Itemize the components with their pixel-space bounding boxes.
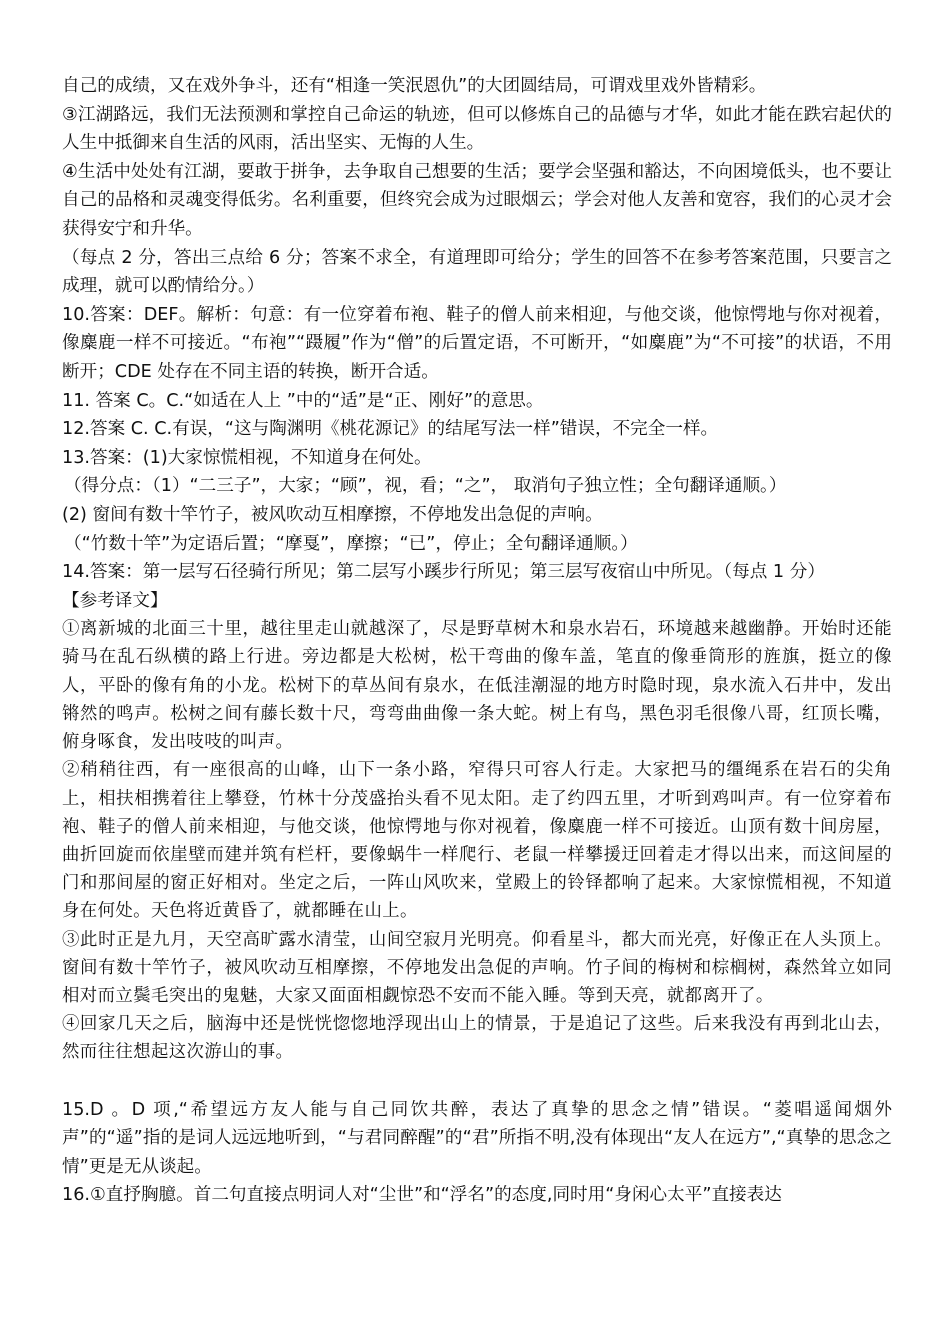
answer-13-part-1-scoring: （得分点：（1）“二三子”，大家；“顾”，视，看；“之”， 取消句子独立性；全句翻译通顺。）: [64, 476, 787, 497]
answer-9-continuation: 自己的成绩，又在戏外争斗，还有“相逢一笑泯恩仇”的大团圆结局，可谓戏里戏外皆精彩。: [62, 76, 767, 96]
answer-9-point-4: ④生活中处处有江湖，要敢于拼争，去争取自己想要的生活；要学会坚强和豁达，不向困境低头，也不要让自己的品格和灵魂变得低劣。名利重要，但终究会成为过眼烟云；学会对他人友善和宽容，我们的心灵才会获得安宁和升华。: [62, 161, 892, 239]
answer-16: 16.①直抒胸臆。首二句直接点明词人对“尘世”和“浮名”的态度,同时用“身闲心太平”直接表达: [62, 1185, 782, 1206]
translation-heading: 【参考译文】: [62, 590, 168, 611]
answer-14: 14.答案：第一层写石径骑行所见；第二层写小蹊步行所见；第三层写夜宿山中所见。（每点 1 分）: [62, 562, 825, 583]
translation-section: [62, 615, 892, 1066]
translation-paragraph-4: ④回家几天之后，脑海中还是恍恍惚惚地浮现出山上的情景，于是追记了这些。后来我没有再到北山去，然而往往想起这次游山的事。: [62, 1014, 892, 1063]
answer-9-scoring-note: （每点 2 分，答出三点给 6 分；答案不求全，有道理即可给分；学生的回答不在参考答案范围，只要言之成理，就可以酌情给分。）: [62, 247, 892, 297]
answer-11: 11. 答案 C。C.“如适在人上 ”中的“适”是“正、刚好”的意思。: [62, 390, 544, 411]
answer-13-part-2-scoring: （“竹数十竿”为定语后置；“摩戛”，摩擦；“已”，停止；全句翻译通顺。）: [64, 533, 638, 554]
answer-15: 15.D 。D 项,“希望远方友人能与自己同饮共醉，表达了真挚的思念之情”错误。“菱唱遥闻烟外声”的“遥”指的是词人远远地听到，“与君同醉醒”的“君”所指不明,没有体现出“友人在远方”,“真挚的思念之情”更是无从谈起。: [62, 1099, 892, 1177]
translation-paragraph-3: ③此时正是九月，天空高旷露水清莹，山间空寂月光明亮。仰看星斗，都大而光亮，好像正在人头顶上。窗间有数十竿竹子，被风吹动互相摩擦，不停地发出急促的声响。竹子间的梅树和棕榈树，森然耸立如同相对而立鬓毛突出的鬼魅，大家又面面相觑惊恐不安而不能入睡。等到天亮，就都离开了。: [62, 929, 892, 1006]
answer-10: 10.答案：DEF。解析：句意：有一位穿着布袍、鞋子的僧人前来相迎，与他交谈，他惊愕地与你对视着，像麋鹿一样不可接近。“布袍”“蹑履”作为“僧”的后置定语，不可断开，“如麋鹿”为“不可接”的状语，不用断开；CDE 处存在不同主语的转换，断开合适。: [62, 304, 892, 382]
section-spacer: [62, 1067, 892, 1096]
translation-paragraph-2: ②稍稍往西，有一座很高的山峰，山下一条小路，窄得只可容人行走。大家把马的缰绳系在岩石的尖角上，相扶相携着往上攀登，竹林十分茂盛抬头看不见太阳。走了约四五里，才听到鸡叫声。有一位穿着布袍、鞋子的僧人前来相迎，与他交谈，他惊愕地与你对视着，像麋鹿一样不可接近。山顶有数十间房屋，曲折回旋而依崖壁而建并筑有栏杆，要像蜗牛一样爬行、老鼠一样攀援迂回着走才得以出来，而这间屋的门和那间屋的窗正好相对。坐定之后，一阵山风吹来，堂殿上的铃铎都响了起来。大家惊慌相视，不知道身在何处。天色将近黄昏了，就都睡在山上。: [62, 760, 892, 922]
answer-13-part-1: 13.答案：(1)大家惊慌相视，不知道身在何处。: [62, 447, 432, 468]
answer-9-point-3: ③江湖路远，我们无法预测和掌控自己命运的轨迹，但可以修炼自己的品德与才华，如此才能在跌宕起伏的人生中抵御来自生活的风雨，活出坚实、无悔的人生。: [62, 104, 892, 154]
answer-12: 12.答案 C. C.有误，“这与陶渊明《桃花源记》的结尾写法一样”错误，不完全一样。: [62, 419, 719, 440]
answer-section-9-14: [62, 72, 892, 587]
answer-13-part-2: (2) 窗间有数十竿竹子，被风吹动互相摩擦，不停地发出急促的声响。: [62, 504, 603, 525]
answer-section-15-16: [62, 1096, 892, 1210]
translation-paragraph-1: ①离新城的北面三十里，越往里走山就越深了，尽是野草树木和泉水岩石，环境越来越幽静。开始时还能骑马在乱石纵横的路上行进。旁边都是大松树，松干弯曲的像车盖，笔直的像垂筒形的旌旗，挺立的像人，平卧的像有角的小龙。松树下的草丛间有泉水，在低洼潮湿的地方时隐时现，泉水流入石井中，发出锵然的鸣声。松树之间有藤长数十尺，弯弯曲曲像一条大蛇。树上有鸟，黑色羽毛很像八哥，红顶长嘴，俯身啄食，发出吱吱的叫声。: [62, 619, 892, 753]
